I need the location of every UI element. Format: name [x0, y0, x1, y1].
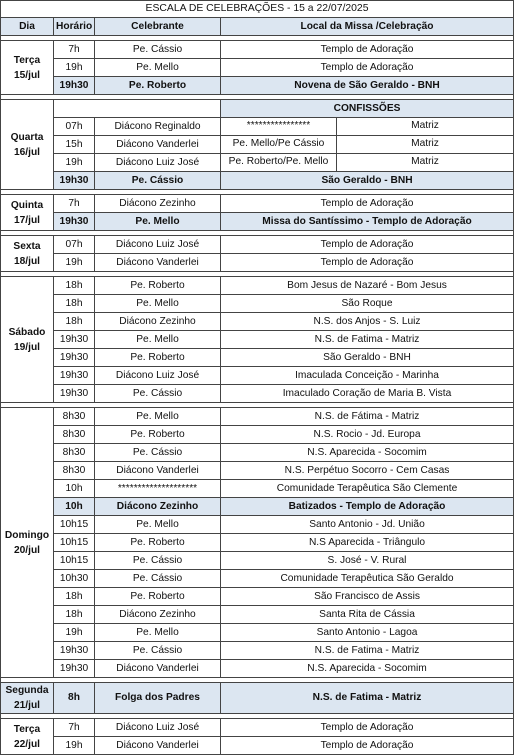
celebrant-cell: Diácono Zezinho [95, 498, 221, 516]
place-cell: Santa Rita de Cássia [221, 606, 514, 624]
time-cell: 19h30 [54, 367, 95, 385]
schedule-body [1, 1, 514, 755]
time-cell: 10h [54, 498, 95, 516]
confessor-names: Pe. Roberto/Pe. Mello [221, 154, 337, 171]
place-cell: Templo de Adoração [221, 719, 514, 737]
celebrant-cell: Pe. Mello [95, 59, 221, 77]
celebrant-cell: Diácono Vanderlei [95, 737, 221, 755]
time-cell: 10h [54, 480, 95, 498]
time-cell: 7h [54, 195, 95, 213]
schedule-row [1, 295, 514, 313]
celebrant-cell: Diácono Vanderlei [95, 254, 221, 272]
time-cell: 19h30 [54, 385, 95, 403]
blank-cell [54, 100, 221, 118]
time-cell: 10h15 [54, 552, 95, 570]
time-cell: 19h30 [54, 172, 95, 190]
celebrant-cell: Folga dos Padres [95, 683, 221, 714]
celebrant-cell: Pe. Roberto [95, 349, 221, 367]
place-cell: Templo de Adoração [221, 737, 514, 755]
schedule-row [1, 59, 514, 77]
confession-cell [221, 136, 514, 154]
time-cell: 10h30 [54, 570, 95, 588]
celebrant-cell: Pe. Roberto [95, 277, 221, 295]
time-cell: 19h [54, 624, 95, 642]
place-cell: Batizados - Templo de Adoração [221, 498, 514, 516]
schedule-row [1, 719, 514, 737]
celebrant-cell: Diácono Luiz José [95, 154, 221, 172]
place-cell: N.S. Aparecida - Socomim [221, 444, 514, 462]
time-cell: 19h30 [54, 660, 95, 678]
place-cell: N.S. dos Anjos - S. Luiz [221, 313, 514, 331]
place-cell: São Geraldo - BNH [221, 349, 514, 367]
place-cell: N.S. Perpétuo Socorro - Cem Casas [221, 462, 514, 480]
time-cell: 18h [54, 606, 95, 624]
schedule-row [1, 236, 514, 254]
time-cell: 19h [54, 154, 95, 172]
celebrant-cell: Pe. Roberto [95, 77, 221, 95]
schedule-row [1, 41, 514, 59]
confessions-heading: CONFISSÕES [221, 100, 514, 118]
schedule-row [1, 118, 514, 136]
celebrant-cell: Pe. Cássio [95, 385, 221, 403]
celebrant-cell: Pe. Roberto [95, 426, 221, 444]
celebrant-cell: Pe. Roberto [95, 534, 221, 552]
schedule-row [1, 426, 514, 444]
place-cell: Templo de Adoração [221, 236, 514, 254]
place-cell: Comunidade Terapêutica São Geraldo [221, 570, 514, 588]
schedule-row [1, 331, 514, 349]
time-cell: 18h [54, 588, 95, 606]
place-cell: N.S. Aparecida - Socomim [221, 660, 514, 678]
schedule-row [1, 77, 514, 95]
celebrant-cell: Pe. Cássio [95, 642, 221, 660]
confessor-names: **************** [221, 118, 337, 135]
time-cell: 8h30 [54, 408, 95, 426]
celebrant-cell: Diácono Zezinho [95, 606, 221, 624]
place-cell: Comunidade Terapêutica São Clemente [221, 480, 514, 498]
celebrant-cell: Pe. Mello [95, 408, 221, 426]
place-cell: Templo de Adoração [221, 195, 514, 213]
day-label: Quarta 16/jul [1, 100, 54, 190]
schedule-row [1, 737, 514, 755]
schedule-row [1, 624, 514, 642]
celebrant-cell: Pe. Mello [95, 213, 221, 231]
schedule-row [1, 136, 514, 154]
schedule-title: ESCALA DE CELEBRAÇÕES - 15 a 22/07/2025 [1, 1, 514, 18]
schedule-row [1, 480, 514, 498]
schedule-row [1, 516, 514, 534]
day-label: Terça 15/jul [1, 41, 54, 95]
day-label: Quinta 17/jul [1, 195, 54, 231]
schedule-row [1, 349, 514, 367]
celebrant-cell: Pe. Mello [95, 624, 221, 642]
day-label: Segunda 21/jul [1, 683, 54, 714]
schedule-row [1, 385, 514, 403]
time-cell: 8h30 [54, 444, 95, 462]
celebrant-cell: Pe. Roberto [95, 588, 221, 606]
schedule-row [1, 254, 514, 272]
confessions-row [1, 100, 514, 118]
time-cell: 8h [54, 683, 95, 714]
place-cell: N.S. de Fatima - Matriz [221, 331, 514, 349]
time-cell: 7h [54, 719, 95, 737]
day-label: Domingo 20/jul [1, 408, 54, 678]
time-cell: 18h [54, 313, 95, 331]
header-day: Dia [1, 18, 54, 36]
day-label: Terça 22/jul [1, 719, 54, 755]
confession-cell [221, 154, 514, 172]
time-cell: 10h15 [54, 516, 95, 534]
time-cell: 15h [54, 136, 95, 154]
schedule-row [1, 462, 514, 480]
time-cell: 18h [54, 277, 95, 295]
celebrant-cell: Diácono Reginaldo [95, 118, 221, 136]
place-cell: São Francisco de Assis [221, 588, 514, 606]
confession-location: Matriz [411, 120, 439, 131]
time-cell: 19h30 [54, 349, 95, 367]
time-cell: 19h [54, 59, 95, 77]
place-cell: Bom Jesus de Nazaré - Bom Jesus [221, 277, 514, 295]
place-cell: Imaculada Conceição - Marinha [221, 367, 514, 385]
schedule-row [1, 154, 514, 172]
time-cell: 07h [54, 118, 95, 136]
celebrant-cell: ******************** [95, 480, 221, 498]
celebrant-cell: Pe. Cássio [95, 570, 221, 588]
schedule-row [1, 408, 514, 426]
schedule-row [1, 683, 514, 714]
schedule-row [1, 172, 514, 190]
confessor-names: Pe. Mello/Pe Cássio [221, 136, 337, 153]
confession-cell [221, 118, 514, 136]
celebrant-cell: Diácono Luiz José [95, 236, 221, 254]
schedule-row [1, 367, 514, 385]
confession-split [221, 118, 513, 135]
place-cell: N.S Aparecida - Triângulo [221, 534, 514, 552]
celebrant-cell: Pe. Mello [95, 516, 221, 534]
time-cell: 19h30 [54, 331, 95, 349]
time-cell: 7h [54, 41, 95, 59]
schedule-row [1, 444, 514, 462]
header-row [1, 18, 514, 36]
place-cell: Missa do Santíssimo - Templo de Adoração [221, 213, 514, 231]
schedule-row [1, 552, 514, 570]
place-cell: Santo Antonio - Jd. União [221, 516, 514, 534]
schedule-row [1, 195, 514, 213]
schedule-row [1, 213, 514, 231]
time-cell: 18h [54, 295, 95, 313]
confession-split [221, 136, 513, 153]
schedule-row [1, 588, 514, 606]
schedule-row [1, 277, 514, 295]
celebrant-cell: Pe. Cássio [95, 172, 221, 190]
time-cell: 19h [54, 254, 95, 272]
celebrant-cell: Diácono Luiz José [95, 719, 221, 737]
confession-split [221, 154, 513, 171]
schedule-row [1, 642, 514, 660]
day-label: Sexta 18/jul [1, 236, 54, 272]
place-cell: N.S. Rocio - Jd. Europa [221, 426, 514, 444]
header-celebrant: Celebrante [95, 18, 221, 36]
time-cell: 8h30 [54, 426, 95, 444]
time-cell: 10h15 [54, 534, 95, 552]
place-cell: N.S. de Fatima - Matriz [221, 642, 514, 660]
header-place: Local da Missa /Celebração [221, 18, 514, 36]
confession-location: Matriz [411, 138, 439, 149]
place-cell: São Geraldo - BNH [221, 172, 514, 190]
celebrant-cell: Diácono Vanderlei [95, 136, 221, 154]
time-cell: 07h [54, 236, 95, 254]
schedule-row [1, 660, 514, 678]
title-row [1, 1, 514, 18]
time-cell: 19h30 [54, 77, 95, 95]
celebrant-cell: Pe. Mello [95, 295, 221, 313]
place-cell: São Roque [221, 295, 514, 313]
place-cell: Templo de Adoração [221, 59, 514, 77]
place-cell: N.S. de Fátima - Matriz [221, 408, 514, 426]
celebrant-cell: Pe. Cássio [95, 41, 221, 59]
place-cell: Templo de Adoração [221, 254, 514, 272]
celebrant-cell: Diácono Luiz José [95, 367, 221, 385]
place-cell: Novena de São Geraldo - BNH [221, 77, 514, 95]
place-cell: Santo Antonio - Lagoa [221, 624, 514, 642]
time-cell: 19h30 [54, 642, 95, 660]
celebrant-cell: Diácono Zezinho [95, 195, 221, 213]
schedule-row [1, 570, 514, 588]
celebrant-cell: Diácono Vanderlei [95, 660, 221, 678]
place-cell: S. José - V. Rural [221, 552, 514, 570]
schedule-row [1, 534, 514, 552]
celebrant-cell: Pe. Cássio [95, 552, 221, 570]
place-cell: N.S. de Fatima - Matriz [221, 683, 514, 714]
time-cell: 19h30 [54, 213, 95, 231]
schedule-row [1, 606, 514, 624]
confession-location: Matriz [411, 156, 439, 167]
place-cell: Templo de Adoração [221, 41, 514, 59]
schedule-row [1, 498, 514, 516]
header-time: Horário [54, 18, 95, 36]
day-label: Sábado 19/jul [1, 277, 54, 403]
celebrant-cell: Pe. Cássio [95, 444, 221, 462]
celebrant-cell: Pe. Mello [95, 331, 221, 349]
schedule-row [1, 313, 514, 331]
place-cell: Imaculado Coração de Maria B. Vista [221, 385, 514, 403]
time-cell: 8h30 [54, 462, 95, 480]
celebrant-cell: Diácono Vanderlei [95, 462, 221, 480]
celebrant-cell: Diácono Zezinho [95, 313, 221, 331]
time-cell: 19h [54, 737, 95, 755]
